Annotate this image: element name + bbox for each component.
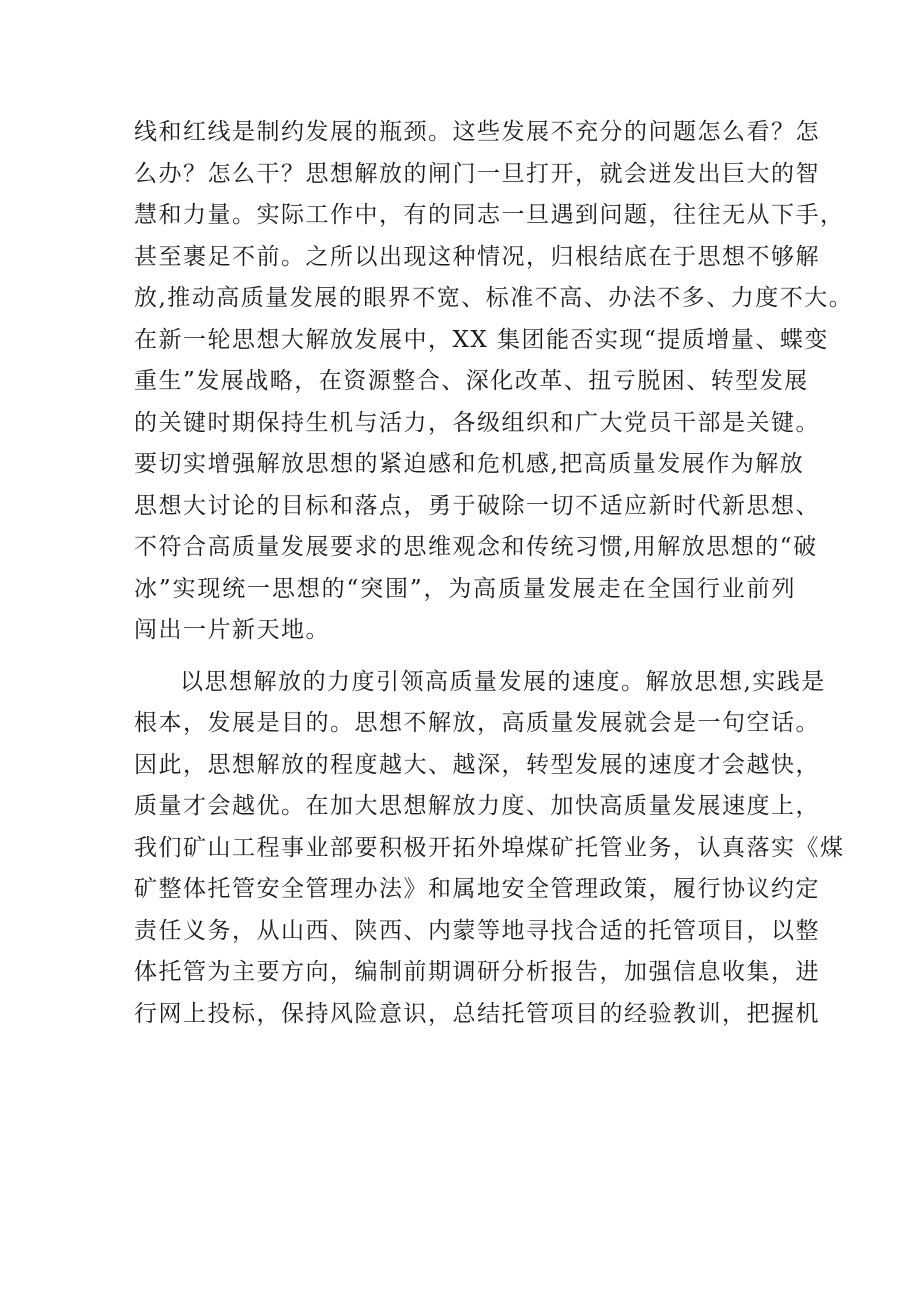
paragraph-2 xyxy=(134,662,845,1036)
text-line: 根本，发展是目的。思想不解放，高质量发展就会是一句空话。 xyxy=(134,710,820,736)
text-line: 闯出一片新天地。 xyxy=(134,617,330,643)
text-line: 思想大讨论的目标和落点，勇于破除一切不适应新时代新思想、 xyxy=(134,492,820,519)
text-line: 要切实增强解放思想的紧迫感和危机感,把高质量发展作为解放 xyxy=(134,451,805,477)
document-body xyxy=(134,112,854,1035)
text-line: 么办？怎么干？思想解放的闸门一旦打开，就会迸发出巨大的智 xyxy=(134,160,820,187)
text-line: 行网上投标，保持风险意识，总结托管项目的经验教训，把握机 xyxy=(134,1000,820,1027)
paragraph-spacer xyxy=(134,652,796,662)
text-line: 放,推动高质量发展的眼界不宽、标准不高、办法不多、力度不大。 xyxy=(134,285,854,311)
text-line: 我们矿山工程事业部要积极开拓外埠煤矿托管业务，认真落实《煤 xyxy=(134,834,845,861)
text-line: 体托管为主要方向，编制前期调研分析报告，加强信息收集，进 xyxy=(134,959,820,985)
text-line: 线和红线是制约发展的瓶颈。这些发展不充分的问题怎么看？怎 xyxy=(134,119,820,145)
paragraph-1 xyxy=(134,112,854,652)
text-line: 重生”发展战略，在资源整合、深化改革、扭亏脱困、转型发展 xyxy=(134,368,809,394)
text-line: 质量才会越优。在加大思想解放力度、加快高质量发展速度上， xyxy=(134,793,820,819)
text-line: 慧和力量。实际工作中，有的同志一旦遇到问题，往往无从下手， xyxy=(134,202,845,228)
text-line: 以思想解放的力度引领高质量发展的速度。解放思想,实践是 xyxy=(180,668,826,695)
text-line: 甚至裹足不前。之所以出现这种情况，归根结底在于思想不够解 xyxy=(134,243,820,270)
text-line: 在新一轮思想大解放发展中，XX 集团能否实现“提质增量、蝶变 xyxy=(134,326,829,353)
text-line: 责任义务，从山西、陕西、内蒙等地寻找合适的托管项目，以整 xyxy=(134,917,820,944)
text-line: 的关键时期保持生机与活力，各级组织和广大党员干部是关键。 xyxy=(134,409,820,436)
text-line: 矿整体托管安全管理办法》和属地安全管理政策，履行协议约定 xyxy=(134,876,820,902)
text-line: 不符合高质量发展要求的思维观念和传统习惯,用解放思想的“破 xyxy=(134,534,818,560)
text-line: 因此，思想解放的程度越大、越深，转型发展的速度才会越快， xyxy=(134,751,820,778)
text-line: 冰”实现统一思想的“突围”，为高质量发展走在全国行业前列 xyxy=(134,575,796,602)
